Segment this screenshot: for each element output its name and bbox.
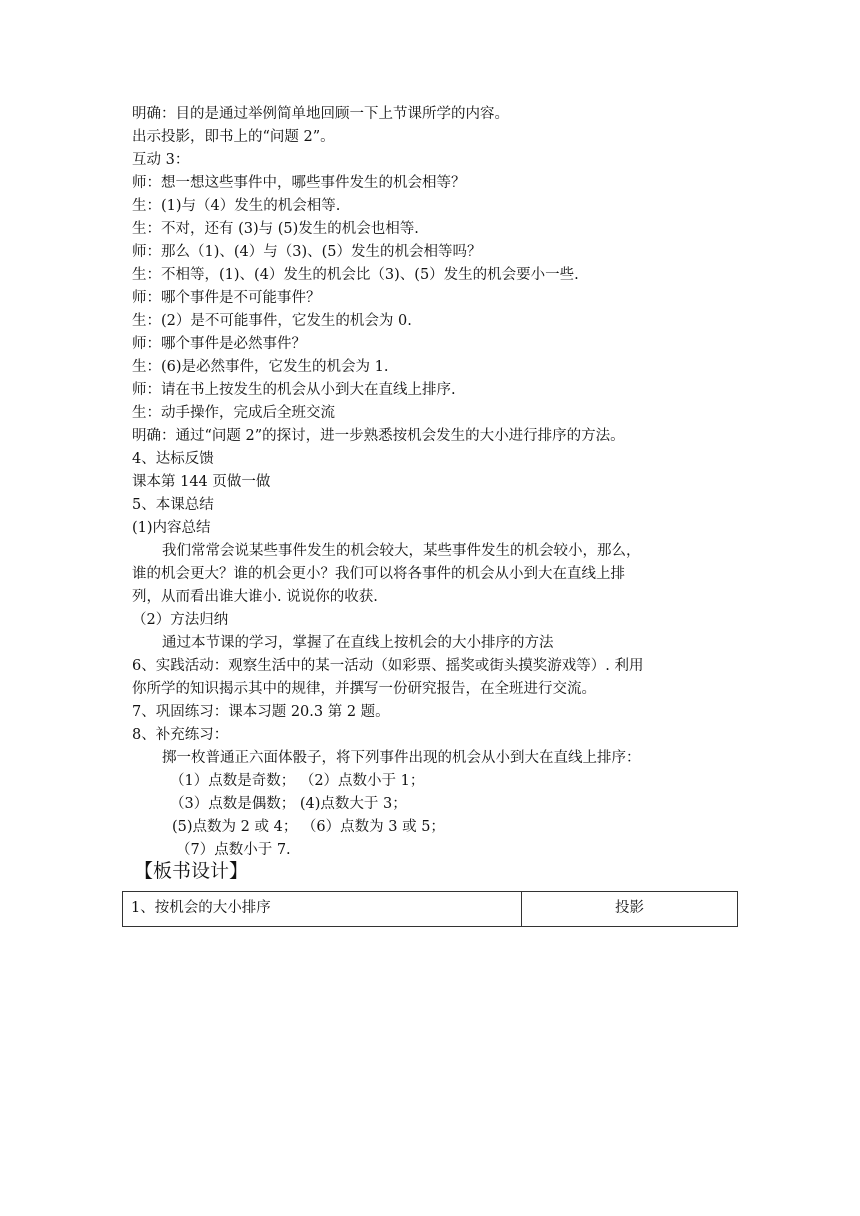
text-line: 师：想一想这些事件中，哪些事件发生的机会相等？ <box>132 175 466 191</box>
board-design-heading: 【板书设计】 <box>134 860 249 882</box>
text-line: 你所学的知识揭示其中的规律，并撰写一份研究报告，在全班进行交流。 <box>132 681 596 697</box>
paragraph-line: 通过本节课的学习，掌握了在直线上按机会的大小排序的方法 <box>162 635 554 651</box>
paragraph-line: 谁的机会更大？谁的机会更小？我们可以将各事件的机会从小到大在直线上排 <box>132 566 625 582</box>
text-line: 师：请在书上按发生的机会从小到大在直线上排序. <box>132 382 456 398</box>
section-heading: 4、达标反馈 <box>132 451 214 467</box>
text-line: 生：动手操作，完成后全班交流 <box>132 405 335 421</box>
text-line: 生：不对，还有 (3)与 (5)发生的机会也相等. <box>132 221 419 237</box>
text-line: 生：(6)是必然事件，它发生的机会为 1. <box>132 359 389 375</box>
subsection-heading: (1)内容总结 <box>132 520 211 536</box>
table-row <box>123 892 738 927</box>
text-line: 生：(1)与（4）发生的机会相等. <box>132 198 341 214</box>
board-design-table <box>122 891 738 927</box>
paragraph-line: 列，从而看出谁大谁小. 说说你的收获. <box>132 589 378 605</box>
exercise-item: （3）点数是偶数； (4)点数大于 3； <box>170 796 407 812</box>
text-line: 师：那么（1)、(4）与（3)、(5）发生的机会相等吗？ <box>132 244 482 260</box>
text-line: 生：(2）是不可能事件，它发生的机会为 0. <box>132 313 412 329</box>
text-line: 师：哪个事件是必然事件？ <box>132 336 306 352</box>
text-line: 明确：通过“问题 2”的探讨，进一步熟悉按机会发生的大小进行排序的方法。 <box>132 428 625 444</box>
section-heading: 5、本课总结 <box>132 497 214 513</box>
section-heading: 6、实践活动：观察生活中的某一活动（如彩票、摇奖或街头摸奖游戏等）. 利用 <box>132 658 644 674</box>
table-cell: 投影 <box>522 892 738 927</box>
text-line: 互动 3： <box>132 152 190 168</box>
exercise-item: (5)点数为 2 或 4； （6）点数为 3 或 5； <box>172 819 445 835</box>
text-line: 师：哪个事件是不可能事件？ <box>132 290 321 306</box>
text-line: 课本第 144 页做一做 <box>132 474 271 490</box>
subsection-heading: （2）方法归纳 <box>132 612 229 628</box>
section-heading: 7、巩固练习：课本习题 20.3 第 2 题。 <box>132 704 390 720</box>
text-line: 出示投影，即书上的“问题 2”。 <box>132 129 335 145</box>
paragraph-line: 我们常常会说某些事件发生的机会较大，某些事件发生的机会较小，那么， <box>162 543 641 559</box>
section-heading: 8、补充练习： <box>132 727 229 743</box>
text-line: 明确：目的是通过举例简单地回顾一下上节课所学的内容。 <box>132 106 509 122</box>
exercise-item: （1）点数是奇数； （2）点数小于 1； <box>170 773 425 789</box>
exercise-item: （7）点数小于 7. <box>176 842 291 858</box>
table-cell: 1、按机会的大小排序 <box>123 892 522 927</box>
exercise-intro: 掷一枚普通正六面体骰子，将下列事件出现的机会从小到大在直线上排序： <box>162 750 641 766</box>
text-line: 生：不相等，(1)、(4）发生的机会比（3)、(5）发生的机会要小一些. <box>132 267 579 283</box>
